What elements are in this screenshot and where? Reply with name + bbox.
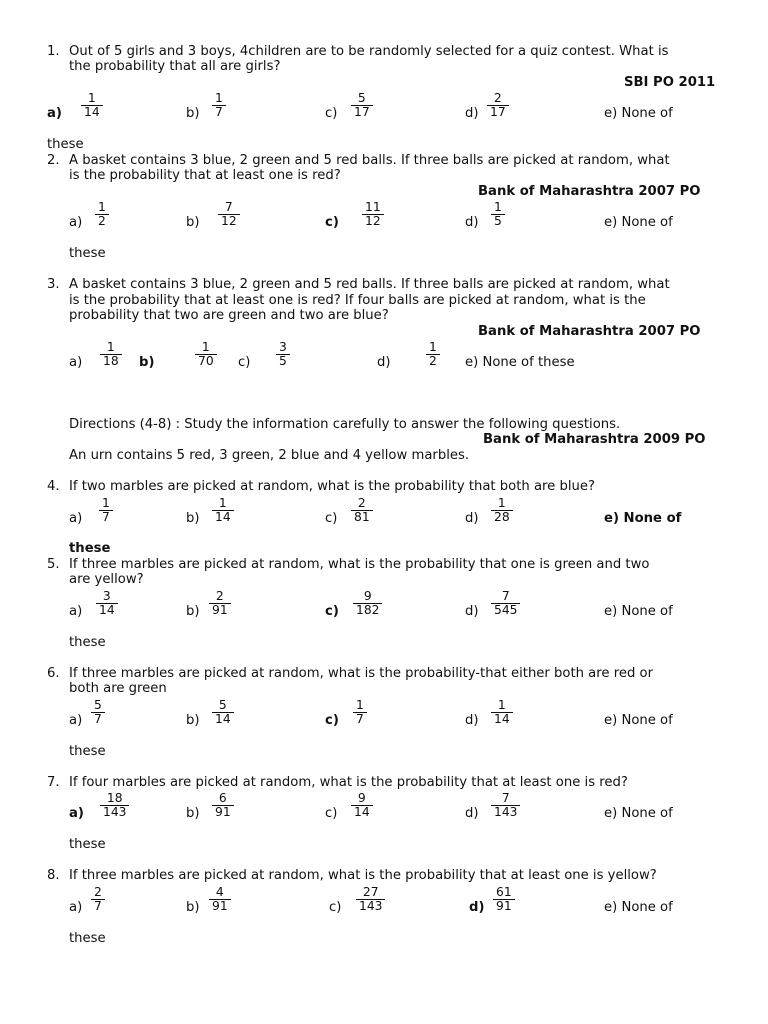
option-a-fraction: $\frac{3}{14}$ bbox=[96, 590, 118, 617]
option-b-label: b) bbox=[186, 604, 200, 619]
option-b-fraction: $\frac{1}{7}$ bbox=[212, 92, 226, 119]
option-d-fraction: $\frac{1}{5}$ bbox=[491, 201, 505, 228]
option-c-label: c) bbox=[325, 713, 339, 728]
question-text: If three marbles are picked at random, what is the probability that at least one is yellow? bbox=[69, 868, 657, 883]
option-d-fraction: $\frac{1}{2}$ bbox=[426, 341, 440, 368]
option-d-fraction: $\frac{7}{545}$ bbox=[491, 590, 520, 617]
question-text: is the probability that at least one is red? bbox=[69, 168, 341, 183]
question-text: is the probability that at least one is red? If four balls are picked at random, what is the bbox=[69, 293, 646, 308]
question-number: 7. bbox=[47, 775, 60, 790]
option-d-fraction: $\frac{7}{143}$ bbox=[491, 792, 520, 819]
option-e-label: e) None of bbox=[604, 604, 673, 619]
option-b-fraction: $\frac{4}{91}$ bbox=[209, 886, 231, 913]
option-b-label: b) bbox=[186, 511, 200, 526]
option-a-label: a) bbox=[47, 106, 62, 121]
option-d-label: d) bbox=[465, 806, 479, 821]
option-a-fraction: $\frac{18}{143}$ bbox=[100, 792, 129, 819]
option-c-label: c) bbox=[325, 215, 339, 230]
question-text: the probability that all are girls? bbox=[69, 59, 281, 74]
question-text: If three marbles are picked at random, what is the probability that one is green and two bbox=[69, 557, 650, 572]
option-a-label: a) bbox=[69, 215, 83, 230]
option-d-label: d) bbox=[465, 106, 479, 121]
option-c-fraction: $\frac{27}{143}$ bbox=[356, 886, 385, 913]
option-a-fraction: $\frac{5}{7}$ bbox=[91, 699, 105, 726]
option-a-fraction: $\frac{1}{7}$ bbox=[99, 497, 113, 524]
question-text: A basket contains 3 blue, 2 green and 5 red balls. If three balls are picked at random, what bbox=[69, 277, 670, 292]
option-a-label: a) bbox=[69, 900, 83, 915]
option-d-label: d) bbox=[465, 511, 479, 526]
option-e-label: e) None of bbox=[604, 511, 682, 526]
option-b-fraction: $\frac{1}{14}$ bbox=[212, 497, 234, 524]
option-c-fraction: $\frac{5}{17}$ bbox=[351, 92, 373, 119]
option-d-fraction: $\frac{1}{14}$ bbox=[491, 699, 513, 726]
option-c-fraction: $\frac{1}{7}$ bbox=[353, 699, 367, 726]
question-number: 3. bbox=[47, 277, 60, 292]
option-b-fraction: $\frac{1}{70}$ bbox=[195, 341, 217, 368]
option-d-label: d) bbox=[465, 604, 479, 619]
question-number: 1. bbox=[47, 44, 60, 59]
question-text: probability that two are green and two are blue? bbox=[69, 308, 389, 323]
option-b-fraction: $\frac{2}{91}$ bbox=[209, 590, 231, 617]
option-c-label: c) bbox=[325, 511, 338, 526]
option-e-label: e) None of bbox=[604, 215, 673, 230]
option-e-label-continued: these bbox=[69, 246, 106, 261]
option-c-label: c) bbox=[329, 900, 342, 915]
option-e-label-continued: these bbox=[69, 744, 106, 759]
question-text: both are green bbox=[69, 681, 167, 696]
option-b-label: b) bbox=[139, 355, 155, 370]
exam-source: Bank of Maharashtra 2007 PO bbox=[478, 324, 701, 339]
option-a-label: a) bbox=[69, 355, 83, 370]
option-e-label-continued: these bbox=[69, 635, 106, 650]
question-number: 5. bbox=[47, 557, 60, 572]
exam-source: Bank of Maharashtra 2009 PO bbox=[483, 432, 706, 447]
option-b-fraction: $\frac{5}{14}$ bbox=[212, 699, 234, 726]
option-a-label: a) bbox=[69, 713, 83, 728]
question-text: Out of 5 girls and 3 boys, 4children are to be randomly selected for a quiz contest. What is bbox=[69, 44, 669, 59]
question-text: A basket contains 3 blue, 2 green and 5 red balls. If three balls are picked at random, what bbox=[69, 153, 670, 168]
option-c-fraction: $\frac{2}{81}$ bbox=[351, 497, 373, 524]
option-e-label: e) None of bbox=[604, 106, 673, 121]
option-e-label-continued: these bbox=[47, 137, 84, 152]
option-c-fraction: $\frac{9}{182}$ bbox=[353, 590, 382, 617]
option-a-fraction: $\frac{2}{7}$ bbox=[91, 886, 105, 913]
option-c-fraction: $\frac{3}{5}$ bbox=[276, 341, 290, 368]
option-d-fraction: $\frac{61}{91}$ bbox=[493, 886, 515, 913]
option-b-label: b) bbox=[186, 900, 200, 915]
option-e-label: e) None of bbox=[604, 713, 673, 728]
question-text: If four marbles are picked at random, what is the probability that at least one is red? bbox=[69, 775, 628, 790]
directions-info: An urn contains 5 red, 3 green, 2 blue and 4 yellow marbles. bbox=[69, 448, 470, 463]
option-c-label: c) bbox=[325, 106, 338, 121]
option-b-label: b) bbox=[186, 215, 200, 230]
question-text: If two marbles are picked at random, what is the probability that both are blue? bbox=[69, 479, 595, 494]
option-c-fraction: $\frac{9}{14}$ bbox=[351, 792, 373, 819]
option-d-label: d) bbox=[469, 900, 485, 915]
option-a-fraction: $\frac{1}{2}$ bbox=[95, 201, 109, 228]
option-e-label: e) None of these bbox=[465, 355, 575, 370]
option-d-label: d) bbox=[465, 215, 479, 230]
option-b-label: b) bbox=[186, 106, 200, 121]
question-text: are yellow? bbox=[69, 572, 144, 587]
option-d-fraction: $\frac{1}{28}$ bbox=[491, 497, 513, 524]
option-b-fraction: $\frac{7}{12}$ bbox=[218, 201, 240, 228]
option-e-label-continued: these bbox=[69, 541, 111, 556]
option-c-label: c) bbox=[238, 355, 251, 370]
option-a-label: a) bbox=[69, 806, 84, 821]
option-e-label-continued: these bbox=[69, 837, 106, 852]
option-c-label: c) bbox=[325, 806, 338, 821]
option-b-label: b) bbox=[186, 713, 200, 728]
option-e-label: e) None of bbox=[604, 806, 673, 821]
option-d-fraction: $\frac{2}{17}$ bbox=[487, 92, 509, 119]
option-c-label: c) bbox=[325, 604, 339, 619]
option-b-label: b) bbox=[186, 806, 200, 821]
option-a-fraction: $\frac{1}{18}$ bbox=[100, 341, 122, 368]
option-a-fraction: $\frac{1}{14}$ bbox=[81, 92, 103, 119]
question-number: 8. bbox=[47, 868, 60, 883]
question-number: 6. bbox=[47, 666, 60, 681]
option-c-fraction: $\frac{11}{12}$ bbox=[362, 201, 384, 228]
option-d-label: d) bbox=[377, 355, 391, 370]
question-text: If three marbles are picked at random, what is the probability-that either both are red or bbox=[69, 666, 654, 681]
question-number: 2. bbox=[47, 153, 60, 168]
exam-source: Bank of Maharashtra 2007 PO bbox=[478, 184, 701, 199]
option-a-label: a) bbox=[69, 511, 83, 526]
option-e-label-continued: these bbox=[69, 931, 106, 946]
question-number: 4. bbox=[47, 479, 60, 494]
option-e-label: e) None of bbox=[604, 900, 673, 915]
option-d-label: d) bbox=[465, 713, 479, 728]
option-b-fraction: $\frac{6}{91}$ bbox=[212, 792, 234, 819]
option-a-label: a) bbox=[69, 604, 83, 619]
directions-text: Directions (4-8) : Study the information carefully to answer the following questions. bbox=[69, 417, 621, 432]
exam-source: SBI PO 2011 bbox=[624, 75, 716, 90]
